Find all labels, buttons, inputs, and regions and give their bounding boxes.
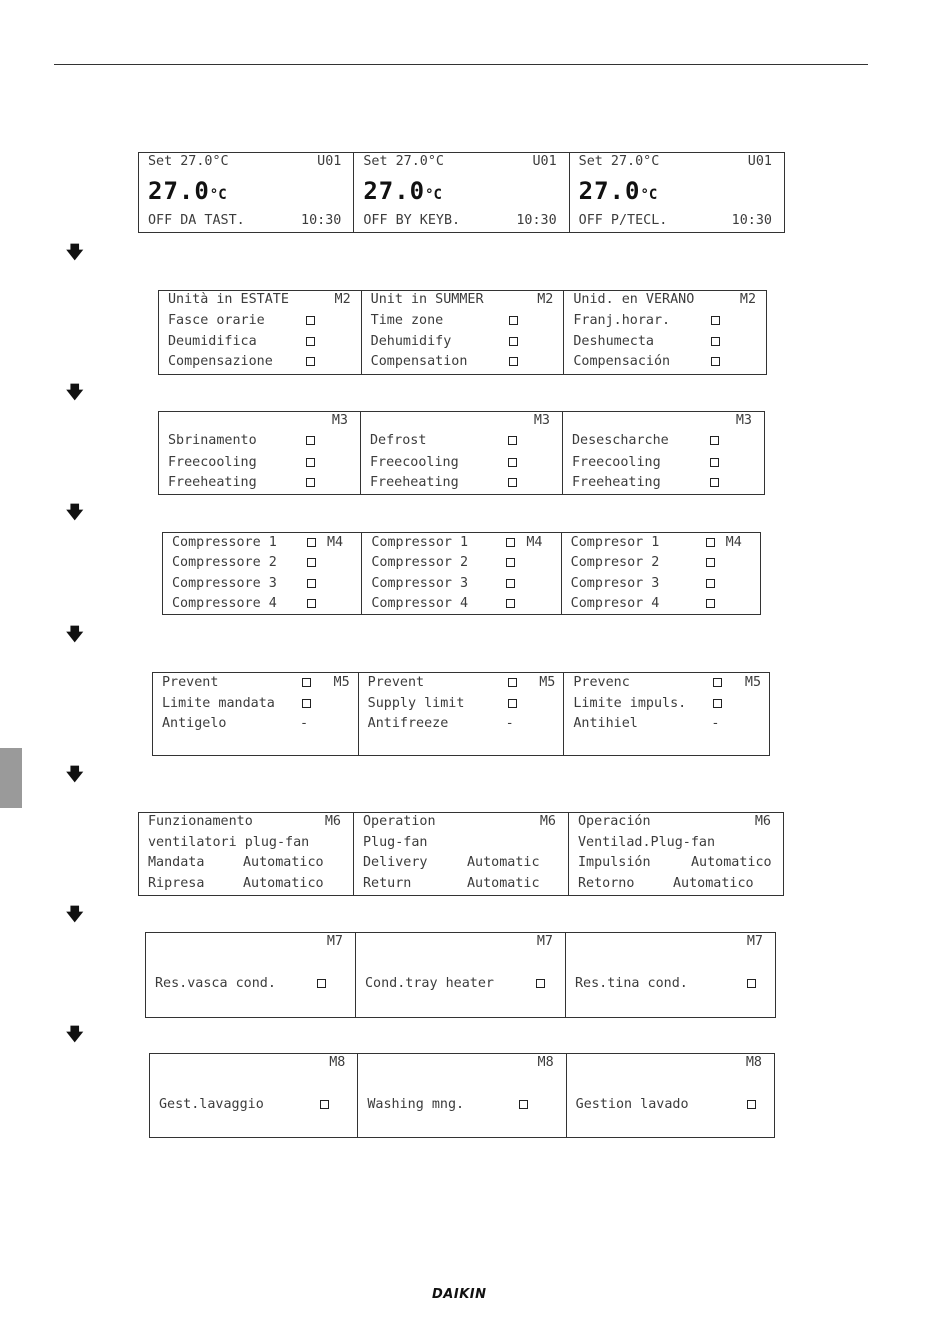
menu-item: Freeheating: [168, 474, 352, 492]
checkbox[interactable]: [710, 436, 719, 445]
screen-code: M8: [745, 1055, 762, 1070]
screen-code: M2: [537, 292, 554, 307]
screen-m8: [149, 1053, 775, 1138]
temperature-readout: 27.0°C: [148, 177, 227, 205]
panel-m2-it: [159, 291, 361, 374]
panel-m2-en: [361, 291, 564, 374]
checkbox[interactable]: [506, 579, 515, 588]
checkbox[interactable]: [509, 337, 518, 346]
menu-item: Compressor 4: [371, 595, 552, 613]
menu-item: Compresor 1 M4: [570, 535, 742, 550]
menu-item: Antigelo -: [162, 716, 309, 731]
panel-m8-it: [150, 1054, 357, 1137]
screen-code: M6: [754, 814, 771, 829]
checkbox[interactable]: [302, 699, 311, 708]
panel-m6-es: [568, 813, 783, 895]
setting-row: Ripresa Automatico: [148, 876, 324, 891]
screen-code: M7: [536, 934, 553, 949]
menu-item: Dehumidify: [371, 333, 556, 351]
menu-item: Compensazione: [168, 353, 353, 371]
menu-item: Freeheating: [572, 474, 756, 492]
panel-m2-es: [563, 291, 766, 374]
panel-subtitle: Plug-fan: [363, 835, 428, 850]
menu-item: Defrost: [370, 432, 554, 450]
menu-item: Supply limit: [368, 695, 556, 713]
checkbox[interactable]: [307, 558, 316, 567]
panel-m8-en: [357, 1054, 565, 1137]
screen-code: U01: [532, 154, 557, 169]
header-rule: [54, 64, 868, 65]
screen-m3: [158, 411, 765, 495]
checkbox[interactable]: [306, 357, 315, 366]
screen-m7: [145, 932, 776, 1018]
arrow-down-icon: 🡇: [66, 243, 84, 263]
panel-m5-en: [358, 673, 564, 755]
checkbox[interactable]: [306, 436, 315, 445]
setting-value[interactable]: Automatic: [467, 876, 540, 891]
menu-item: Compressore 4: [172, 595, 353, 613]
checkbox[interactable]: [713, 699, 722, 708]
set-label: Set 27.0°C: [363, 154, 444, 169]
status-text: OFF DA TAST.: [148, 213, 245, 228]
arrow-down-icon: 🡇: [66, 625, 84, 645]
panel-title: Unit in SUMMER: [370, 292, 484, 307]
checkbox[interactable]: [711, 357, 720, 366]
screen-code: M2: [334, 292, 351, 307]
menu-item: Desescharche: [572, 432, 756, 450]
panel-subtitle: Ventilad.Plug-fan: [578, 835, 716, 850]
panel-title: Unid. en VERANO: [573, 292, 695, 307]
menu-item: Washing mng.: [367, 1096, 557, 1114]
menu-item: Compresor 2: [571, 554, 752, 572]
screen-code: M4: [327, 535, 344, 550]
screen-code: M3: [331, 413, 348, 428]
menu-item: Freecooling: [572, 454, 756, 472]
panel-m5-it: [153, 673, 358, 755]
panel-title: Unità in ESTATE: [168, 292, 289, 307]
checkbox[interactable]: [706, 538, 715, 547]
checkbox[interactable]: [508, 699, 517, 708]
checkbox[interactable]: [302, 678, 311, 687]
menu-item: Antihiel -: [573, 716, 720, 731]
checkbox[interactable]: [536, 979, 545, 988]
setting-value[interactable]: Automatico: [691, 855, 772, 870]
panel-m7-en: [355, 933, 565, 1017]
setting-row: Impulsión Automatico: [578, 855, 772, 870]
menu-item: Freecooling: [370, 454, 554, 472]
menu-item: Time zone: [371, 312, 556, 330]
menu-item: Compressor 1 M4: [371, 535, 543, 550]
menu-item: Freecooling: [168, 454, 352, 472]
screen-m2: [158, 290, 767, 375]
checkbox[interactable]: [317, 979, 326, 988]
checkbox[interactable]: [320, 1100, 329, 1109]
checkbox[interactable]: [710, 478, 719, 487]
panel-m3-es: [562, 412, 764, 494]
checkbox[interactable]: [747, 979, 756, 988]
value-dash: -: [300, 716, 309, 731]
panel-m8-es: [566, 1054, 774, 1137]
panel-m3-en: [360, 412, 562, 494]
menu-item: Limite impuls.: [573, 695, 761, 713]
checkbox[interactable]: [506, 599, 515, 608]
setting-row: Mandata Automatico: [148, 855, 324, 870]
checkbox[interactable]: [509, 357, 518, 366]
panel-m4-it: [163, 533, 361, 614]
arrow-down-icon: 🡇: [66, 905, 84, 925]
menu-item: Compressore 1 M4: [172, 535, 344, 550]
screen-code: M4: [526, 535, 543, 550]
panel-m7-es: [565, 933, 775, 1017]
screen-code: M5: [333, 675, 350, 690]
checkbox[interactable]: [307, 599, 316, 608]
checkbox[interactable]: [307, 538, 316, 547]
checkbox[interactable]: [506, 538, 515, 547]
panel-u01-en: [353, 153, 568, 232]
screen-code: M8: [329, 1055, 346, 1070]
arrow-down-icon: 🡇: [66, 383, 84, 403]
menu-item: Franj.horar.: [573, 312, 758, 330]
set-label: Set 27.0°C: [578, 154, 660, 169]
panel-m6-it: [139, 813, 353, 895]
panel-m7-it: [146, 933, 355, 1017]
checkbox[interactable]: [747, 1100, 756, 1109]
panel-m6-en: [353, 813, 568, 895]
clock-time: 10:30: [731, 213, 772, 228]
checkbox[interactable]: [307, 579, 316, 588]
menu-item: Res.tina cond.: [575, 975, 767, 993]
arrow-down-icon: 🡇: [66, 503, 84, 523]
value-dash: -: [505, 716, 514, 731]
screen-u01: [138, 152, 785, 233]
screen-m6: [138, 812, 784, 896]
screen-code: M6: [324, 814, 341, 829]
checkbox[interactable]: [509, 316, 518, 325]
arrow-down-icon: 🡇: [66, 1025, 84, 1045]
screen-m4: [162, 532, 761, 615]
screen-code: M6: [539, 814, 556, 829]
daikin-logo: DAIKIN: [432, 1287, 487, 1302]
menu-item: Limite mandata: [162, 695, 350, 713]
checkbox[interactable]: [306, 478, 315, 487]
checkbox[interactable]: [508, 458, 517, 467]
setting-value[interactable]: Automatic: [467, 855, 540, 870]
screen-code: M3: [533, 413, 550, 428]
panel-subtitle: ventilatori plug-fan: [148, 835, 310, 850]
menu-item: Prevent M5: [367, 675, 556, 690]
screen-code: M7: [326, 934, 343, 949]
panel-m5-es: [563, 673, 769, 755]
checkbox[interactable]: [506, 558, 515, 567]
screen-code: M7: [746, 934, 763, 949]
menu-item: Antifreeze -: [367, 716, 514, 731]
status-text: OFF BY KEYB.: [363, 213, 461, 228]
menu-item: Compressor 2: [371, 554, 552, 572]
screen-code: M3: [735, 413, 752, 428]
menu-item: Res.vasca cond.: [155, 975, 347, 993]
temperature-readout: 27.0°C: [578, 177, 658, 205]
checkbox[interactable]: [713, 678, 722, 687]
screen-code: U01: [747, 154, 772, 169]
checkbox[interactable]: [508, 678, 517, 687]
menu-item: Freeheating: [370, 474, 554, 492]
panel-m3-it: [159, 412, 360, 494]
value-dash: -: [711, 716, 720, 731]
menu-item: Cond.tray heater: [365, 975, 557, 993]
checkbox[interactable]: [706, 579, 715, 588]
checkbox[interactable]: [508, 478, 517, 487]
menu-item: Deshumecta: [573, 333, 758, 351]
panel-title: Funzionamento: [148, 814, 253, 829]
checkbox[interactable]: [711, 316, 720, 325]
menu-item: Compresor 3: [571, 575, 752, 593]
arrow-down-icon: 🡇: [66, 765, 84, 785]
temperature-readout: 27.0°C: [363, 177, 442, 205]
checkbox[interactable]: [508, 436, 517, 445]
checkbox[interactable]: [710, 458, 719, 467]
menu-item: Gestion lavado: [576, 1096, 766, 1114]
panel-title: Operation: [363, 814, 436, 829]
menu-item: Prevent M5: [162, 675, 350, 690]
screen-code: M5: [744, 675, 762, 690]
menu-item: Compressore 3: [172, 575, 353, 593]
menu-item: Gest.lavaggio: [159, 1096, 349, 1114]
checkbox[interactable]: [306, 316, 315, 325]
screen-code: M5: [539, 675, 556, 690]
checkbox[interactable]: [306, 458, 315, 467]
screen-code: M2: [739, 292, 757, 307]
page-side-tab: [0, 748, 22, 808]
screen-code: M4: [725, 535, 742, 550]
menu-item: Deumidifica: [168, 333, 353, 351]
panel-u01-es: [569, 153, 784, 232]
checkbox[interactable]: [706, 599, 715, 608]
checkbox[interactable]: [706, 558, 715, 567]
panel-title: Operación: [578, 814, 651, 829]
status-text: OFF P/TECL.: [578, 213, 668, 228]
screen-m5: [152, 672, 770, 756]
clock-time: 10:30: [301, 213, 342, 228]
menu-item: Fasce orarie: [168, 312, 353, 330]
screen-code: M8: [537, 1055, 554, 1070]
setting-value[interactable]: Automatico: [243, 855, 324, 870]
menu-item: Prevenc M5: [573, 675, 762, 690]
screen-code: U01: [317, 154, 342, 169]
menu-item: Sbrinamento: [168, 432, 352, 450]
setting-row: Delivery Automatic: [363, 855, 540, 870]
menu-item: Compensation: [371, 353, 556, 371]
setting-value[interactable]: Automatico: [243, 876, 324, 891]
checkbox[interactable]: [519, 1100, 528, 1109]
panel-m4-en: [361, 533, 560, 614]
setting-value[interactable]: Automatico: [673, 876, 754, 891]
checkbox[interactable]: [711, 337, 720, 346]
menu-item: Compressor 3: [371, 575, 552, 593]
menu-item: Compresor 4: [571, 595, 752, 613]
setting-row: Retorno Automatico: [578, 876, 754, 891]
set-label: Set 27.0°C: [148, 154, 229, 169]
panel-m4-es: [561, 533, 760, 614]
setting-row: Return Automatic: [363, 876, 540, 891]
panel-u01-it: [139, 153, 353, 232]
checkbox[interactable]: [306, 337, 315, 346]
clock-time: 10:30: [516, 213, 557, 228]
menu-item: Compensación: [573, 353, 758, 371]
menu-item: Compressore 2: [172, 554, 353, 572]
